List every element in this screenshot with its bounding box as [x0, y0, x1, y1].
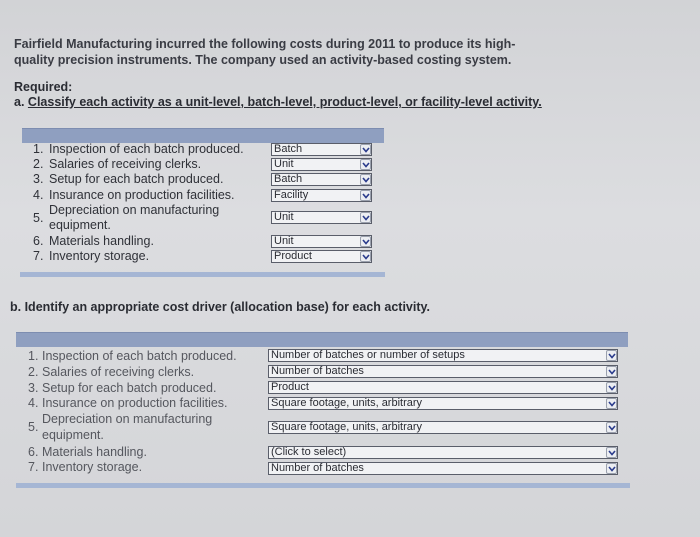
- cost-driver-select[interactable]: Product: [268, 381, 618, 394]
- activity-number: 2.: [33, 157, 44, 171]
- intro-line-1: Fairfield Manufacturing incurred the following costs during 2011 to produce its high-: [14, 37, 516, 51]
- activity-label: Setup for each batch produced.: [49, 172, 224, 186]
- activity-label: Inspection of each batch produced.: [42, 349, 237, 363]
- activity-level-select[interactable]: Unit: [271, 211, 372, 224]
- chevron-down-icon[interactable]: [606, 350, 617, 361]
- chevron-down-icon[interactable]: [360, 251, 371, 262]
- part-a-prefix: a.: [14, 95, 25, 109]
- intro-line-2: quality precision instruments. The company used an activity-based costing system.: [14, 53, 512, 67]
- chevron-down-icon[interactable]: [360, 212, 371, 223]
- activity-number: 4.: [33, 188, 44, 202]
- activity-label-continued: equipment.: [49, 218, 111, 232]
- activity-level-select[interactable]: Unit: [271, 158, 372, 171]
- activity-number: 1.: [28, 349, 39, 363]
- activity-number: 4.: [28, 396, 39, 410]
- activity-number: 7.: [33, 249, 44, 263]
- activity-number: 5.: [28, 420, 39, 434]
- cost-driver-select[interactable]: Square footage, units, arbitrary: [268, 421, 618, 434]
- activity-label: Materials handling.: [49, 234, 154, 248]
- chevron-down-icon[interactable]: [606, 382, 617, 393]
- activity-label: Inventory storage.: [49, 249, 150, 263]
- chevron-down-icon[interactable]: [360, 144, 371, 155]
- activity-label: Salaries of receiving clerks.: [42, 365, 195, 379]
- activity-label: Setup for each batch produced.: [42, 381, 217, 395]
- activity-number: 3.: [33, 172, 44, 186]
- activity-label: Insurance on production facilities.: [49, 188, 235, 202]
- activity-label: Salaries of receiving clerks.: [49, 157, 202, 171]
- activity-number: 3.: [28, 381, 39, 395]
- activity-level-select[interactable]: Batch: [271, 173, 372, 186]
- cost-driver-select[interactable]: Number of batches: [268, 365, 618, 378]
- activity-level-select[interactable]: Unit: [271, 235, 372, 248]
- activity-number: 1.: [33, 142, 44, 156]
- activity-label: Depreciation on manufacturing: [42, 412, 213, 426]
- cost-driver-select[interactable]: Number of batches: [268, 462, 618, 475]
- part-b-table-footer: [16, 483, 630, 488]
- chevron-down-icon[interactable]: [606, 366, 617, 377]
- problem-intro: [14, 36, 574, 68]
- activity-label-continued: equipment.: [42, 428, 104, 442]
- chevron-down-icon[interactable]: [606, 398, 617, 409]
- activity-number: 7.: [28, 460, 39, 474]
- activity-label: Insurance on production facilities.: [42, 396, 228, 410]
- part-a-instruction: [14, 95, 542, 109]
- activity-label: Inventory storage.: [42, 460, 143, 474]
- cost-driver-select[interactable]: Square footage, units, arbitrary: [268, 397, 618, 410]
- activity-level-select[interactable]: Facility: [271, 189, 372, 202]
- activity-number: 6.: [28, 445, 39, 459]
- chevron-down-icon[interactable]: [360, 236, 371, 247]
- chevron-down-icon[interactable]: [360, 190, 371, 201]
- cost-driver-select[interactable]: Number of batches or number of setups: [268, 349, 618, 362]
- activity-level-select[interactable]: Product: [271, 250, 372, 263]
- chevron-down-icon[interactable]: [606, 447, 617, 458]
- activity-label: Depreciation on manufacturing: [49, 203, 220, 217]
- activity-number: 5.: [33, 211, 44, 225]
- chevron-down-icon[interactable]: [360, 159, 371, 170]
- cost-driver-select[interactable]: (Click to select): [268, 446, 618, 459]
- activity-level-select[interactable]: Batch: [271, 143, 372, 156]
- chevron-down-icon[interactable]: [606, 463, 617, 474]
- activity-label: Materials handling.: [42, 445, 147, 459]
- activity-number: 2.: [28, 365, 39, 379]
- part-a-table-footer: [20, 272, 385, 277]
- activity-label: Inspection of each batch produced.: [49, 142, 244, 156]
- part-b-table-header: [16, 332, 628, 347]
- chevron-down-icon[interactable]: [606, 422, 617, 433]
- part-a-text: Classify each activity as a unit-level, batch-level, product-level, or facility-level activity.: [27, 95, 542, 109]
- part-a-table-header: [22, 128, 384, 143]
- activity-number: 6.: [33, 234, 44, 248]
- part-b-instruction: b. Identify an appropriate cost driver (allocation base) for each activity.: [10, 300, 431, 314]
- chevron-down-icon[interactable]: [360, 174, 371, 185]
- required-heading: Required:: [14, 80, 73, 94]
